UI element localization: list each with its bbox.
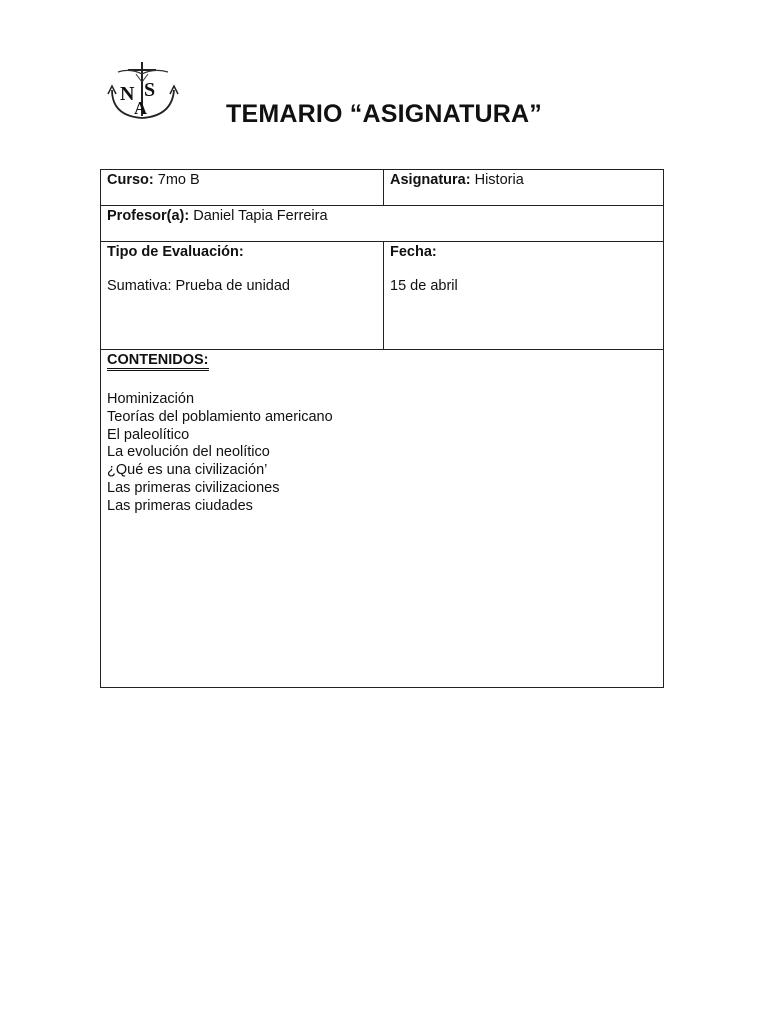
list-item: Teorías del poblamiento americano — [107, 408, 333, 425]
profesor-label: Profesor(a): — [107, 208, 190, 224]
asignatura-value: Historia — [474, 172, 524, 188]
tipo-value: Sumativa: Prueba de unidad — [107, 278, 290, 294]
tipo-label: Tipo de Evaluación: — [107, 244, 244, 260]
logo-letter-a: A — [134, 98, 147, 118]
cell-fecha — [384, 242, 664, 350]
cell-asignatura — [384, 170, 664, 206]
list-item: El paleolítico — [107, 426, 190, 443]
list-item: Hominización — [107, 391, 195, 407]
cell-curso — [101, 170, 384, 206]
page-title — [0, 100, 768, 129]
row-profesor — [101, 206, 664, 242]
temario-table — [100, 169, 664, 688]
logo-letter-s: S — [144, 79, 156, 101]
cell-contenidos — [101, 350, 664, 688]
cell-profesor — [101, 206, 664, 242]
row-tipo-fecha — [101, 242, 664, 350]
fecha-label: Fecha: — [390, 244, 437, 260]
logo-letter-n: N — [120, 83, 135, 105]
title-text: TEMARIO “ASIGNATURA” — [225, 100, 543, 128]
curso-label: Curso: — [107, 172, 154, 188]
row-curso-asignatura — [101, 170, 664, 206]
contenidos-heading: CONTENIDOS: — [107, 353, 209, 371]
asignatura-label: Asignatura: — [390, 172, 471, 188]
list-item: La evolución del neolítico — [107, 444, 270, 461]
row-contenidos — [101, 350, 664, 688]
list-item: Las primeras ciudades — [107, 497, 253, 514]
cell-tipo-evaluacion — [101, 242, 384, 350]
curso-value: 7mo B — [157, 172, 200, 188]
contenidos-list — [107, 391, 657, 516]
list-item: ¿Qué es una civilización’ — [107, 462, 268, 479]
profesor-value: Daniel Tapia Ferreira — [193, 208, 328, 224]
fecha-value: 15 de abril — [390, 278, 458, 294]
list-item: Las primeras civilizaciones — [107, 479, 280, 496]
